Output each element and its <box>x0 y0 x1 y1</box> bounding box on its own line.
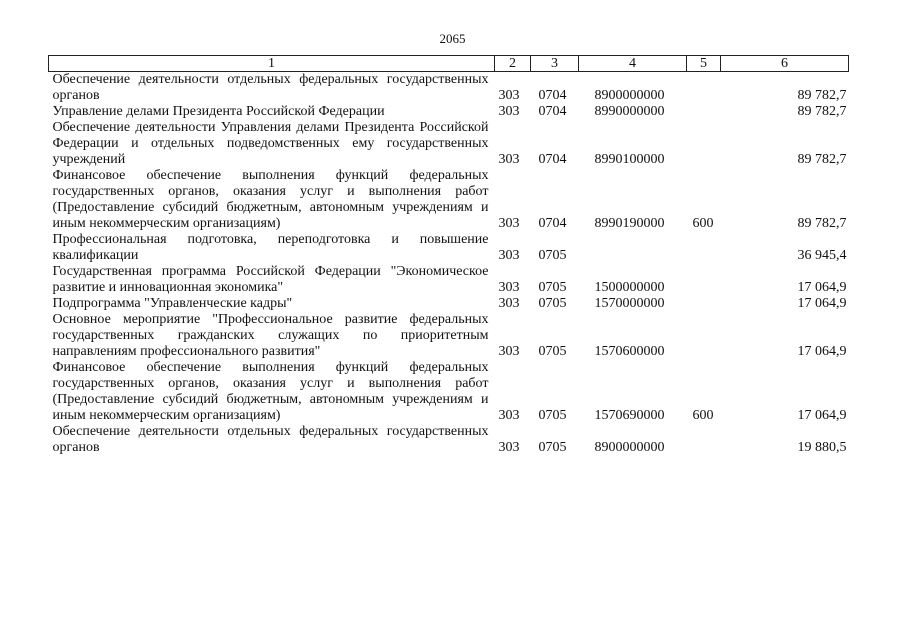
row-admin-code: 303 <box>498 344 520 359</box>
row-section-code: 0704 <box>538 152 567 167</box>
row-section-code: 0705 <box>538 344 567 359</box>
row-amount: 89 782,7 <box>797 152 847 167</box>
row-amount: 19 880,5 <box>797 440 847 455</box>
table-row <box>49 360 849 424</box>
header-col-2: 2 <box>495 56 531 72</box>
header-col-3: 3 <box>531 56 579 72</box>
header-row <box>49 56 849 72</box>
header-col-4: 4 <box>579 56 687 72</box>
row-name: Обеспечение деятельности Управления делами Президента Российской Федерации и отдельных подведомственных ему государственных учреждений <box>52 120 489 167</box>
row-admin-code: 303 <box>498 104 520 119</box>
row-section-code: 0705 <box>538 248 567 263</box>
row-expense-code <box>687 120 721 168</box>
row-expense-code <box>687 72 721 105</box>
row-section-code: 0705 <box>538 296 567 311</box>
row-target-code: 8900000000 <box>594 88 665 103</box>
row-admin-code: 303 <box>498 280 520 295</box>
header-col-5: 5 <box>687 56 721 72</box>
row-target-code: 8990100000 <box>594 152 665 167</box>
table-row <box>49 232 849 264</box>
row-target-code: 1500000000 <box>594 280 665 295</box>
header-col-1: 1 <box>49 56 495 72</box>
table-header <box>49 56 849 72</box>
row-target-code: 8990190000 <box>594 216 665 231</box>
row-name: Финансовое обеспечение выполнения функций федеральных государственных органов, оказания услуг и выполнения работ (Предоставление субсидий бюджетным, автономным учреждениям и иным некоммерческим организациям) <box>52 168 489 231</box>
row-section-code: 0705 <box>538 440 567 455</box>
row-name: Подпрограмма "Управленческие кадры" <box>52 296 293 311</box>
row-expense-code <box>687 264 721 296</box>
row-amount: 89 782,7 <box>797 104 847 119</box>
row-admin-code: 303 <box>498 408 520 423</box>
row-amount: 36 945,4 <box>797 248 847 263</box>
row-section-code: 0704 <box>538 104 567 119</box>
row-name: Финансовое обеспечение выполнения функций федеральных государственных органов, оказания услуг и выполнения работ (Предоставление субсидий бюджетным, автономным учреждениям и иным некоммерческим организациям) <box>52 360 489 423</box>
row-amount: 17 064,9 <box>797 344 847 359</box>
row-expense-code: 600 <box>692 408 714 423</box>
row-target-code: 1570000000 <box>594 296 665 311</box>
row-name: Профессиональная подготовка, переподготовка и повышение квалификации <box>52 232 489 263</box>
row-section-code: 0704 <box>538 216 567 231</box>
row-target-code: 1570690000 <box>594 408 665 423</box>
row-admin-code: 303 <box>498 88 520 103</box>
row-section-code: 0705 <box>538 408 567 423</box>
row-name: Управление делами Президента Российской Федерации <box>52 104 385 119</box>
row-target-code: 1570600000 <box>594 344 665 359</box>
row-expense-code <box>687 424 721 456</box>
row-admin-code: 303 <box>498 248 520 263</box>
row-target-code: 8990000000 <box>594 104 665 119</box>
row-admin-code: 303 <box>498 216 520 231</box>
row-amount: 89 782,7 <box>797 88 847 103</box>
header-col-6: 6 <box>721 56 849 72</box>
row-admin-code: 303 <box>498 296 520 311</box>
row-expense-code <box>687 296 721 312</box>
table-row <box>49 72 849 105</box>
table-row <box>49 168 849 232</box>
row-target-code <box>579 232 687 264</box>
table-row <box>49 296 849 312</box>
table-row <box>49 120 849 168</box>
row-amount: 17 064,9 <box>797 296 847 311</box>
row-amount: 17 064,9 <box>797 408 847 423</box>
row-amount: 17 064,9 <box>797 280 847 295</box>
table-body <box>49 72 849 457</box>
row-name: Государственная программа Российской Федерации "Экономическое развитие и инновационная экономика" <box>52 264 489 295</box>
row-expense-code <box>687 312 721 360</box>
page-number: 2065 <box>439 31 466 46</box>
row-section-code: 0704 <box>538 88 567 103</box>
table-row <box>49 312 849 360</box>
row-name: Основное мероприятие "Профессиональное развитие федеральных государственных гражданских служащих по приоритетным направлениям профессионального развития" <box>52 312 489 359</box>
row-expense-code <box>687 232 721 264</box>
row-section-code: 0705 <box>538 280 567 295</box>
row-admin-code: 303 <box>498 440 520 455</box>
row-admin-code: 303 <box>498 152 520 167</box>
budget-table <box>48 55 849 456</box>
row-expense-code: 600 <box>692 216 714 231</box>
row-expense-code <box>687 104 721 120</box>
row-target-code: 8900000000 <box>594 440 665 455</box>
row-name: Обеспечение деятельности отдельных федеральных государственных органов <box>52 424 489 455</box>
table-row <box>49 424 849 456</box>
table-row <box>49 264 849 296</box>
row-name: Обеспечение деятельности отдельных федеральных государственных органов <box>52 72 489 103</box>
table-row <box>49 104 849 120</box>
row-amount: 89 782,7 <box>797 216 847 231</box>
